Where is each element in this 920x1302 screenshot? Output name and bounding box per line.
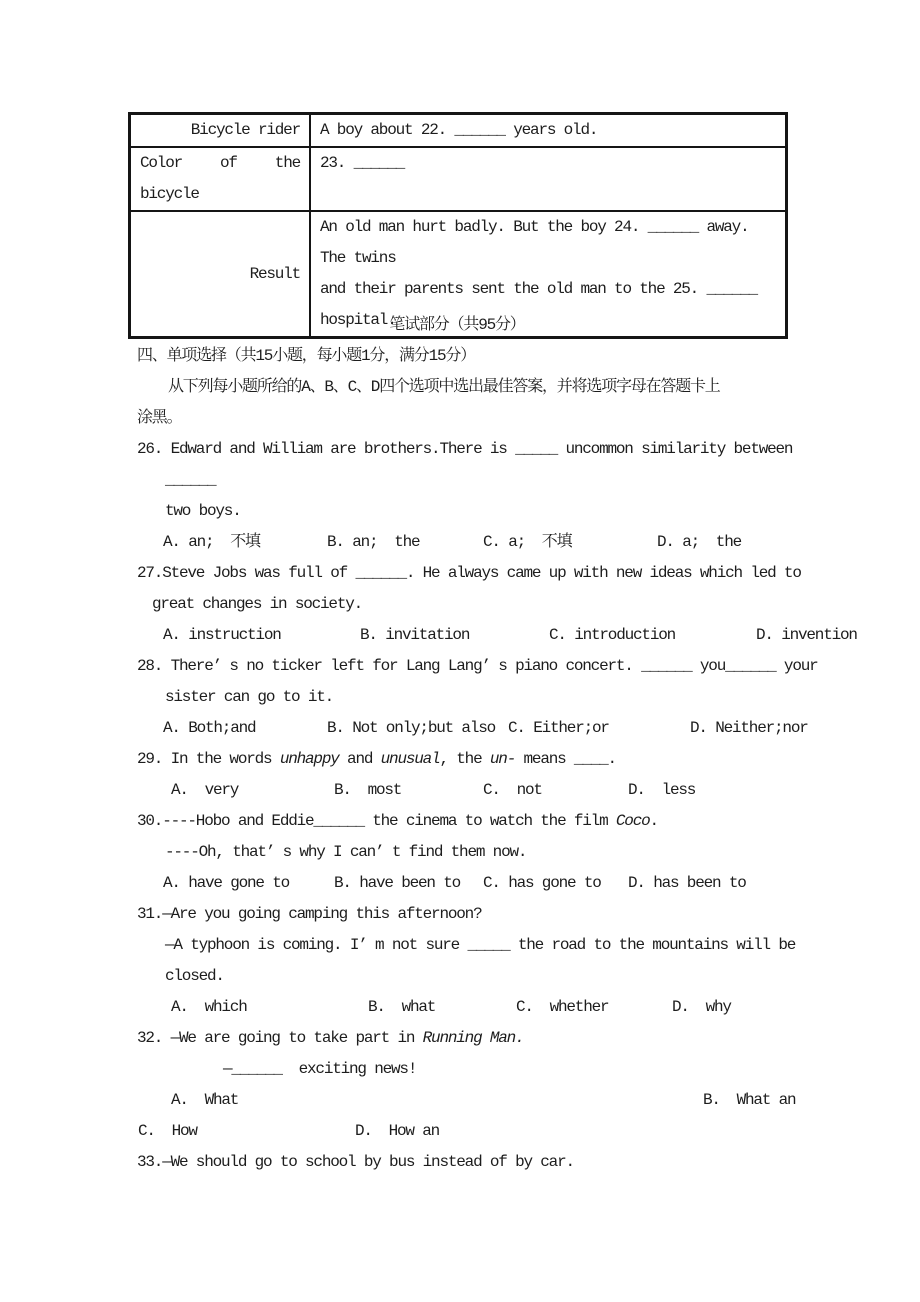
question-27-line-2: great changes in society. — [152, 595, 363, 613]
question-28-option-a: A. Both;and — [163, 719, 256, 737]
table-row-bicycle-rider — [130, 114, 787, 148]
question-29-option-d: D. less — [628, 781, 696, 799]
question-31-line-1: 31.—Are you going camping this afternoon? — [137, 905, 482, 923]
table-label-color-line1: Color of the — [140, 154, 300, 172]
section-heading: 四、单项选择（共15小题，每小题1分，满分15分） — [137, 347, 476, 365]
question-28-option-d: D. Neither;nor — [690, 719, 808, 737]
question-30-italic-coco: Coco — [615, 812, 650, 830]
question-30-line-1 — [137, 806, 799, 837]
question-27-option-a: A. instruction — [163, 626, 281, 644]
question-29-text: and — [338, 750, 381, 768]
written-part-title: 笔试部分（共95分） — [389, 316, 525, 334]
question-28-options — [137, 713, 808, 744]
table-content-result-line1: An old man hurt badly. But the boy 24. ______ away. The twins — [320, 218, 749, 267]
question-32-option-b: B. What an — [703, 1091, 796, 1109]
question-30-option-c: C. has gone to — [483, 874, 601, 892]
question-29-option-b: B. most — [334, 781, 402, 799]
question-29-italic-unusual: unusual — [380, 750, 440, 768]
question-28-line-2: sister can go to it. — [165, 688, 334, 706]
question-32-line-2: —______ exciting news! — [223, 1060, 417, 1078]
question-32-option-d: D. How an — [355, 1122, 440, 1140]
question-28-option-c: C. Either;or — [508, 719, 609, 737]
question-26-option-d: D. a; the — [657, 533, 742, 551]
question-29-text: 29. In the words — [137, 750, 280, 768]
question-27-option-b: B. invitation — [360, 626, 470, 644]
question-26-line-3: two boys. — [165, 502, 241, 520]
question-30-option-a: A. have gone to — [163, 874, 290, 892]
question-33-line-1: 33.—We should go to school by bus instead of by car. — [137, 1153, 574, 1171]
question-27-option-c: C. introduction — [549, 626, 676, 644]
table-label-color-line2: bicycle — [140, 185, 199, 203]
question-27-options — [137, 620, 857, 651]
question-30-option-d: D. has been to — [628, 874, 746, 892]
instruction-line-2: 涂黑。 — [137, 409, 182, 427]
question-32-options-row-2 — [137, 1116, 799, 1147]
table-content-color: 23. ______ — [320, 154, 405, 172]
question-26-option-c: C. a; 不填 — [483, 533, 572, 551]
question-32-option-c: C. How — [138, 1122, 197, 1140]
question-30-text: 30.----Hobo and Eddie______ the cinema to watch the film — [137, 812, 616, 830]
table-content-result-line2: and their parents sent the old man to the 25. ______ hospital. — [320, 280, 757, 329]
question-31-options — [137, 992, 799, 1023]
question-31-option-a: A. which — [171, 998, 247, 1016]
question-32-option-a: A. What — [171, 1091, 239, 1109]
question-29-options — [137, 775, 799, 806]
question-28-option-b: B. Not only;but also — [327, 719, 496, 737]
question-32-text: 32. —We are going to take part in — [137, 1029, 423, 1047]
question-29-italic-unhappy: unhappy — [279, 750, 339, 768]
question-30-options — [137, 868, 799, 899]
question-29-text: means ____. — [515, 750, 616, 768]
question-31-option-c: C. whether — [516, 998, 609, 1016]
question-27-line-1: 27.Steve Jobs was full of ______. He always came up with new ideas which led to — [137, 564, 801, 582]
question-26-line-1: 26. Edward and William are brothers.There is _____ uncommon similarity between — [137, 440, 793, 458]
question-30-line-2: ----Oh, that’ s why I can’ t find them now. — [165, 843, 527, 861]
instruction-line-1: 从下列每小题所给的A、B、C、D四个选项中选出最佳答案，并将选项字母在答题卡上 — [168, 378, 720, 396]
question-31-option-b: B. what — [368, 998, 436, 1016]
table-content-bicycle-rider: A boy about 22. ______ years old. — [320, 121, 598, 139]
question-32-italic-running-man: Running Man. — [422, 1029, 524, 1047]
question-29-text: , the — [439, 750, 490, 768]
question-28-line-1: 28. There’ s no ticker left for Lang Lang’ s piano concert. ______ you______ your — [137, 657, 818, 675]
question-30-option-b: B. have been to — [334, 874, 461, 892]
question-29-option-a: A. very — [171, 781, 239, 799]
question-29-italic-un: un- — [489, 750, 516, 768]
question-32-line-1 — [137, 1023, 799, 1054]
question-29-line-1 — [137, 744, 799, 775]
question-31-line-2: —A typhoon is coming. I’ m not sure _____ the road to the mountains will be — [165, 936, 796, 954]
question-32-options-row-1 — [137, 1085, 799, 1116]
question-27-option-d: D. invention — [756, 626, 857, 644]
question-26-option-a: A. an; 不填 — [163, 533, 260, 551]
written-test-body — [137, 310, 857, 1178]
question-26-option-b: B. an; the — [327, 533, 420, 551]
table-label-result: Result — [249, 264, 300, 283]
question-30-text: . — [649, 812, 658, 830]
question-26-line-2: ______ — [165, 471, 216, 489]
table-row-color-of-bicycle — [130, 147, 787, 211]
question-29-option-c: C. not — [483, 781, 542, 799]
question-31-line-3: closed. — [165, 967, 224, 985]
table-label-bicycle-rider: Bicycle rider — [190, 121, 300, 139]
question-26-options — [137, 527, 799, 558]
listening-fill-in-table — [128, 112, 788, 339]
question-31-option-d: D. why — [672, 998, 731, 1016]
